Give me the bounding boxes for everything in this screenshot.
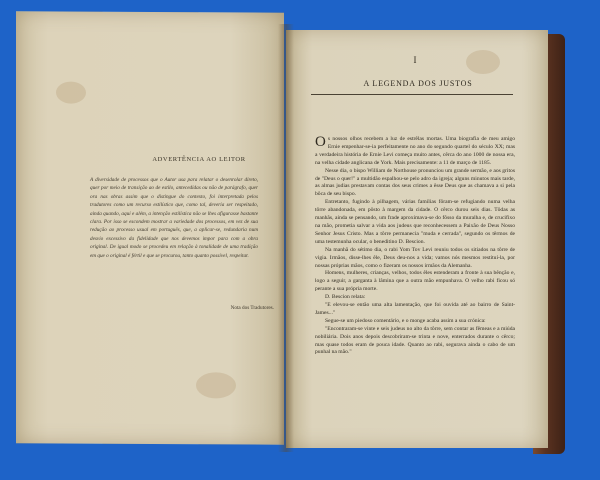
paragraph: "Encontraram-se vinte e seis judeus no alto da tôrre, sem contar as fêmeas e a miúda nobiliária. Dois anos depois descobriram-se trinta e nove, enterrados durante o cêrco; mas quase todos eram de pouca idade. Quanto ao rabi, segurava ainda o cabo de um punhal na mão." <box>315 325 515 356</box>
advertencia-signature: Nota dos Tradutores. <box>230 305 274 311</box>
advertencia-body: A diversidade de processos que o Autor usa para relatar o desenrolar direto, quer por meio de transição ao de estilo, antecedidas ou não de parágrafo, quer ora nas obras assim que o distingue do contexto, foi interpretada pelos tradutores como um recurso estilístico que, como tal, deveria ser respeitado, ainda quando, aqui e além, a intenção estilística não se lhes afigurasse bastante clara. Por isso se escondem mostrar a variedade dos processos, em vez de sua redução ao processo usual em português, que, a aplicar-se, redundaria num desvio excessivo da fidelidade que nos devemos impor para com a obra original. De igual modo se procedeu em relação à tonalidade de uma tradição em que o original é fértil e que se procurou, tanto quanto possível, respeitar. <box>90 177 258 259</box>
chapter-rule <box>311 94 513 95</box>
paragraph: Nesse dia, o bispo William de Northouse pronunciou um grande sermão, e aos gritos de "Deus o quer!" a multidão espalhou-se pelo adro da igreja; alguns minutos mais tarde, as almas judias prestavam contas dos seus crimes a êsse Deus que as chamava a si pela bôca de seu bispo. <box>315 167 515 198</box>
chapter-title: A LEGENDA DOS JUSTOS <box>363 79 473 88</box>
paragraph: D. Bescion relata: <box>325 294 366 301</box>
paragraph: Homens, mulheres, crianças, velhos, todos êles estenderam a fronte à sua bênção e, logo a seguir, a garganta à lâmina que a outra mão empunhava. O velho rabi ficou só perante a sua própria morte. <box>315 270 515 293</box>
page-stain <box>466 50 500 74</box>
paragraph: Os nossos olhos recebem a luz de estrêlas mortas. Uma biografia de meu amigo Ernie empenhar-se-ia perfeitamente no ano do segundo quartel do século XX; mas a verdadeira história de Ernie Levi começa muito antes, cêrca do ano 1000 de nossa era, na velha cidade anglicana de York. Mais precisamente: a 11 de março de 1185. <box>315 134 515 166</box>
book-gutter <box>278 24 294 452</box>
paragraph: Entretanto, fugindo à pilhagem, várias famílias fôram-se refugiando numa velha tôrre abandonada, em pôsto à margem da cidade. O cêrco durou seis dias. Tôdas as manhãs, ainda se pensando, um frade aproximava-se do fôsso da muralha e, de crucifixo na mão, prometia salvar a vida aos judeus que reconhecessem a Paixão de Deus Nosso Senhor Jesus Cristo. Mas a tôrre permanecia "muda e cerrada", segundo os têrmos de uma testemunha ocular, o beneditino D. Bescion. <box>315 199 515 245</box>
chapter-number: I <box>413 55 417 65</box>
advertencia-title: ADVERTÊNCIA AO LEITOR <box>152 156 246 163</box>
page-stain <box>56 82 86 104</box>
paragraph: "E elevou-se então uma alta lamentação, que foi ouvida até ao bairro de Saint-James..." <box>315 302 515 316</box>
chapter-text <box>315 136 515 357</box>
paragraph: Na manhã do sétimo dia, o rabi Yom Tov Levi reuniu todos os sitiados na tôrre de vigia. Irmãos, disse-lhes êle, Deus deu-nos a vida; vamos nós mesmos restituí-la, por nossas próprias mãos, como o fizeram os nossos irmãos da Alemanha. <box>315 246 515 269</box>
drop-cap: O <box>315 134 326 150</box>
paragraph: Segue-se um piedoso comentário, e o monge acaba assim a sua crónica: <box>325 317 486 324</box>
page-stain <box>196 372 236 398</box>
